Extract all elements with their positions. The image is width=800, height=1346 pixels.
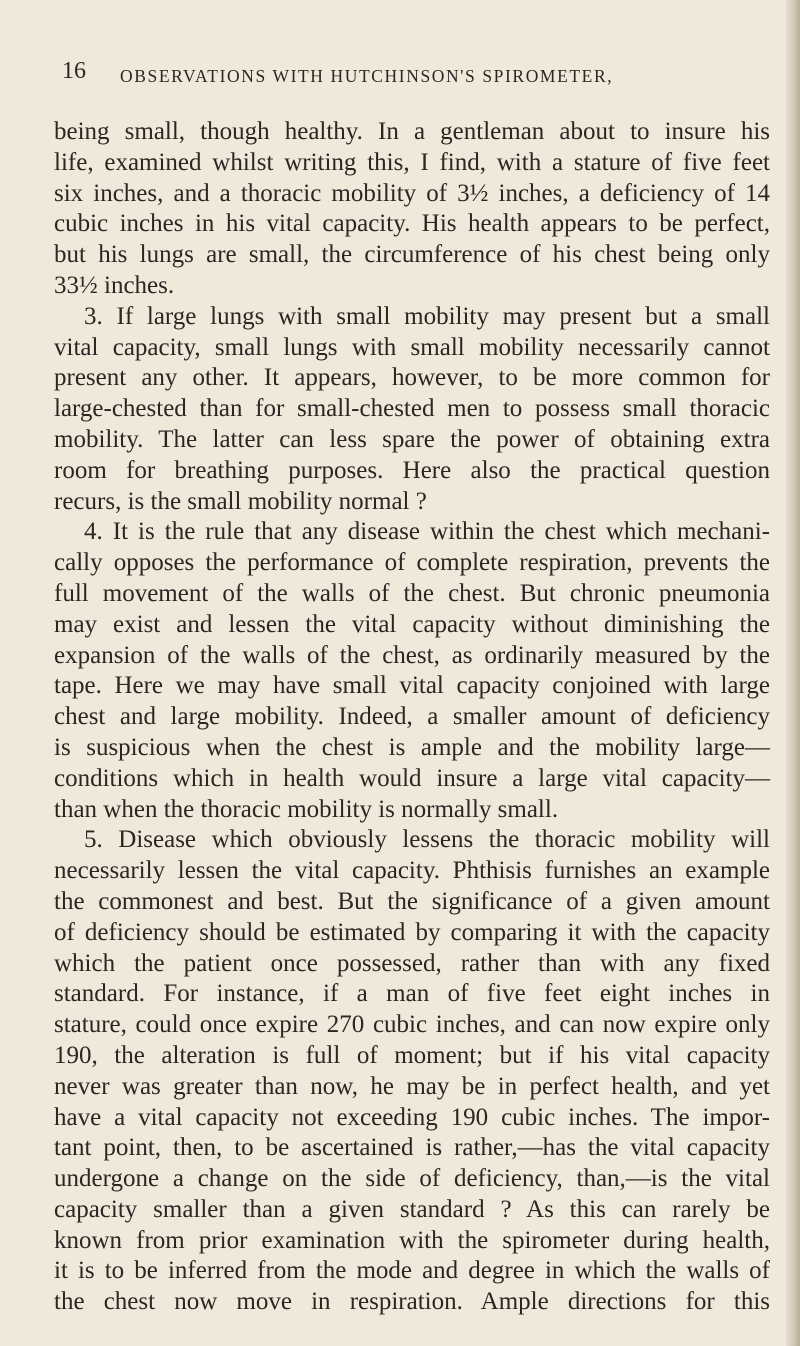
text-line: undergone a change on the side of deficiency, than,—is the vital: [54, 1165, 770, 1193]
text-line: recurs, is the small mobility normal ?: [54, 487, 427, 515]
text-line: never was greater than now, he may be in perfect health, and yet: [54, 1072, 770, 1100]
text-line: present any other. It appears, however, to be more common for: [54, 364, 770, 392]
text-line: standard. For instance, if a man of five feet eight inches in: [54, 980, 770, 1008]
text-line: than when the thoracic mobility is normally small.: [54, 795, 559, 823]
text-line: necessarily lessen the vital capacity. Phthisis furnishes an example: [54, 857, 770, 885]
page-number: 16: [62, 58, 86, 84]
text-line: stature, could once expire 270 cubic inches, and can now expire only: [54, 1011, 770, 1039]
text-line: vital capacity, small lungs with small mobility necessarily cannot: [54, 333, 770, 361]
text-line: room for breathing purposes. Here also the practical question: [54, 456, 770, 484]
text-line: the chest now move in respiration. Ample directions for this: [54, 1288, 770, 1316]
text-line: full movement of the walls of the chest. But chronic pneumonia: [54, 579, 770, 607]
body-text: [54, 117, 770, 1318]
text-line: conditions which in health would insure a large vital capacity—: [54, 764, 770, 792]
text-line: 5. Disease which obviously lessens the thoracic mobility will: [84, 826, 770, 854]
text-line: large-chested than for small-chested men to possess small thoracic: [54, 395, 770, 423]
text-line: chest and large mobility. Indeed, a smaller amount of deficiency: [54, 703, 770, 731]
text-line: expansion of the walls of the chest, as ordinarily measured by the: [54, 641, 770, 669]
page-header: [62, 58, 752, 98]
text-line: mobility. The latter can less spare the power of obtaining extra: [54, 425, 770, 453]
text-line: may exist and lessen the vital capacity without diminishing the: [54, 610, 770, 638]
text-line: is suspicious when the chest is ample and the mobility large—: [54, 733, 770, 761]
text-line: but his lungs are small, the circumference of his chest being only: [54, 241, 770, 269]
text-line: have a vital capacity not exceeding 190 cubic inches. The impor-: [54, 1103, 770, 1131]
text-line: which the patient once possessed, rather than with any fixed: [54, 949, 770, 977]
text-line: 4. It is the rule that any disease within the chest which mechani-: [84, 518, 770, 546]
text-line: life, examined whilst writing this, I find, with a stature of five feet: [54, 148, 770, 176]
page-edge-shadow: [786, 0, 800, 1346]
text-line: tape. Here we may have small vital capacity conjoined with large: [54, 672, 770, 700]
text-line: known from prior examination with the spirometer during health,: [54, 1226, 770, 1254]
text-line: capacity smaller than a given standard ? As this can rarely be: [54, 1195, 770, 1223]
text-line: it is to be inferred from the mode and degree in which the walls of: [54, 1257, 770, 1285]
text-line: the commonest and best. But the significance of a given amount: [54, 887, 770, 915]
text-line: cally opposes the performance of complete respiration, prevents the: [54, 549, 770, 577]
text-line: cubic inches in his vital capacity. His health appears to be perfect,: [54, 210, 770, 238]
text-line: 33½ inches.: [54, 271, 175, 299]
text-line: being small, though healthy. In a gentleman about to insure his: [54, 118, 770, 145]
text-line: 3. If large lungs with small mobility may present but a small: [84, 302, 770, 330]
text-line: six inches, and a thoracic mobility of 3½ inches, a deficiency of 14: [54, 179, 770, 207]
text-line: of deficiency should be estimated by comparing it with the capacity: [54, 918, 770, 946]
text-line: tant point, then, to be ascertained is rather,—has the vital capacity: [54, 1134, 770, 1162]
running-title: OBSERVATIONS WITH HUTCHINSON'S SPIROMETER,: [120, 66, 614, 86]
text-line: 190, the alteration is full of moment; but if his vital capacity: [54, 1041, 770, 1069]
